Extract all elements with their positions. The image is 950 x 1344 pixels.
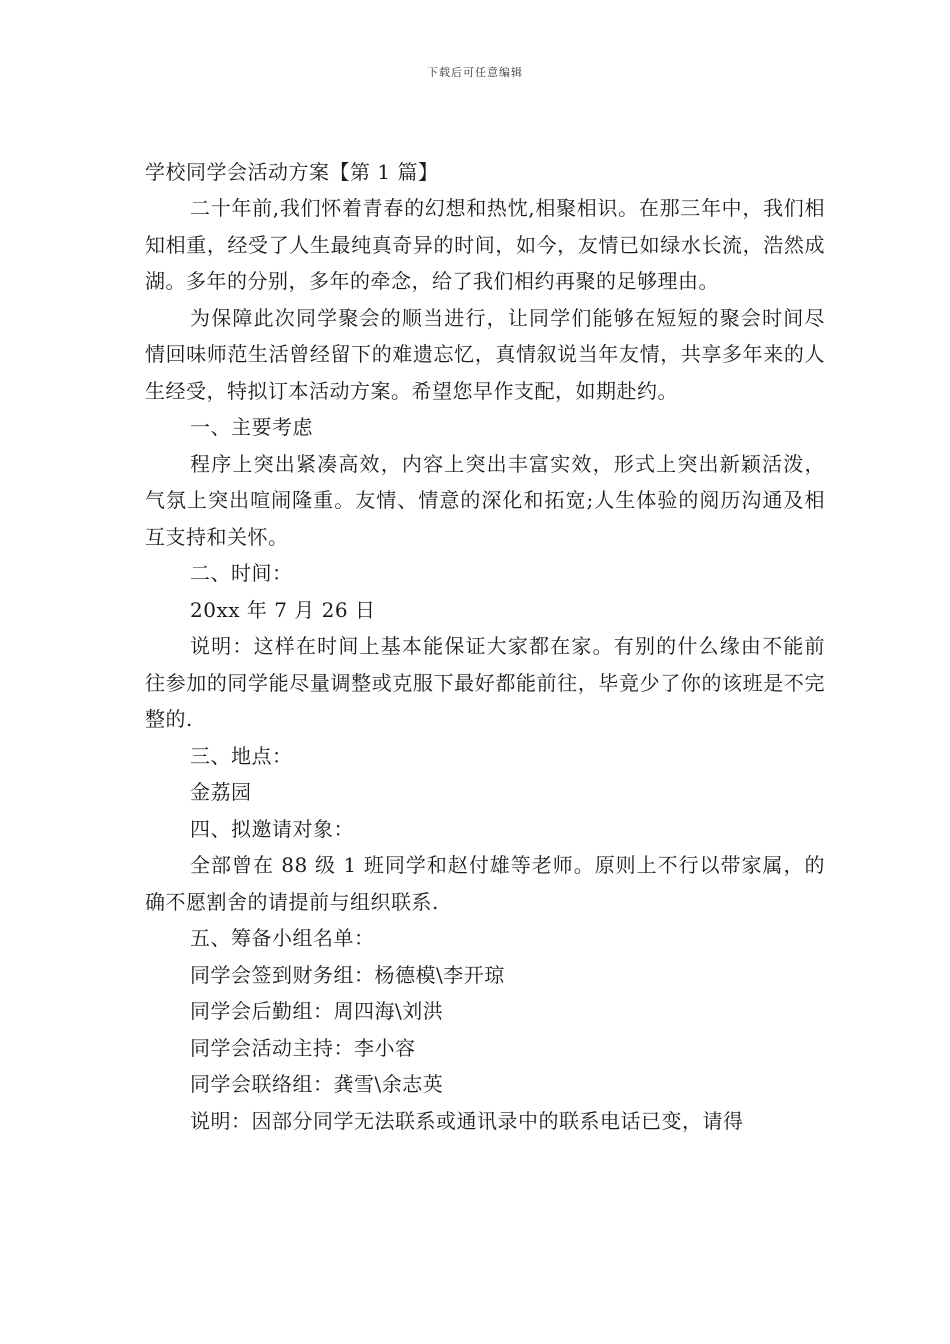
committee-contact: 同学会联络组：龚雪\余志英: [190, 1072, 444, 1096]
document-body: [145, 154, 825, 1139]
section-heading-time: 二、时间：: [190, 561, 293, 585]
header-note: 下载后可任意编辑: [427, 66, 523, 79]
committee-logistics: 同学会后勤组：周四海\刘洪: [190, 999, 444, 1023]
paragraph-intro: 二十年前,我们怀着青春的幻想和热忱,相聚相识。在那三年中，我们相知相重，经受了人生最纯真奇异的时间，如今，友情已如绿水长流，浩然成湖。多年的分别，多年的牵念，给了我们相约再聚的足够理由。: [145, 196, 825, 293]
event-date: 20xx 年 7 月 26 日: [190, 597, 376, 622]
section-heading-invitees: 四、拟邀请对象：: [190, 816, 354, 841]
paragraph-considerations: 程序上突出紧凑高效，内容上突出丰富实效，形式上突出新颖活泼，气氛上突出喧闹隆重。友情、情意的深化和拓宽;人生体验的阅历沟通及相互支持和关怀。: [145, 451, 825, 549]
paragraph-invitees: 全部曾在 88 级 1 班同学和赵付雄等老师。原则上不行以带家属，的确不愿割舍的请提前与组织联系.: [145, 853, 825, 914]
section-heading-committee: 五、筹备小组名单：: [190, 926, 375, 950]
paragraph-purpose: 为保障此次同学聚会的顺当进行，让同学们能够在短短的聚会时间尽情回味师范生活曾经留下的难遗忘忆，真情叙说当年友情，共享多年来的人生经受，特拟订本活动方案。希望您早作支配，如期赴约。: [145, 305, 825, 403]
paragraph-time-note: 说明：这样在时间上基本能保证大家都在家。有别的什么缘由不能前往参加的同学能尽量调整或克服下最好都能前往，毕竟少了你的该班是不完整的.: [145, 634, 825, 731]
committee-finance: 同学会签到财务组：杨德模\李开琼: [190, 962, 505, 987]
committee-host: 同学会活动主持：李小容: [190, 1035, 416, 1060]
paragraph-contact-note: 说明：因部分同学无法联系或通讯录中的联系电话已变，请得: [190, 1108, 744, 1133]
event-location: 金荔园: [190, 780, 252, 804]
section-heading-considerations: 一、主要考虑: [190, 415, 313, 439]
section-heading-location: 三、地点：: [190, 743, 293, 768]
document-title: 学校同学会活动方案【第 1 篇】: [145, 160, 439, 184]
